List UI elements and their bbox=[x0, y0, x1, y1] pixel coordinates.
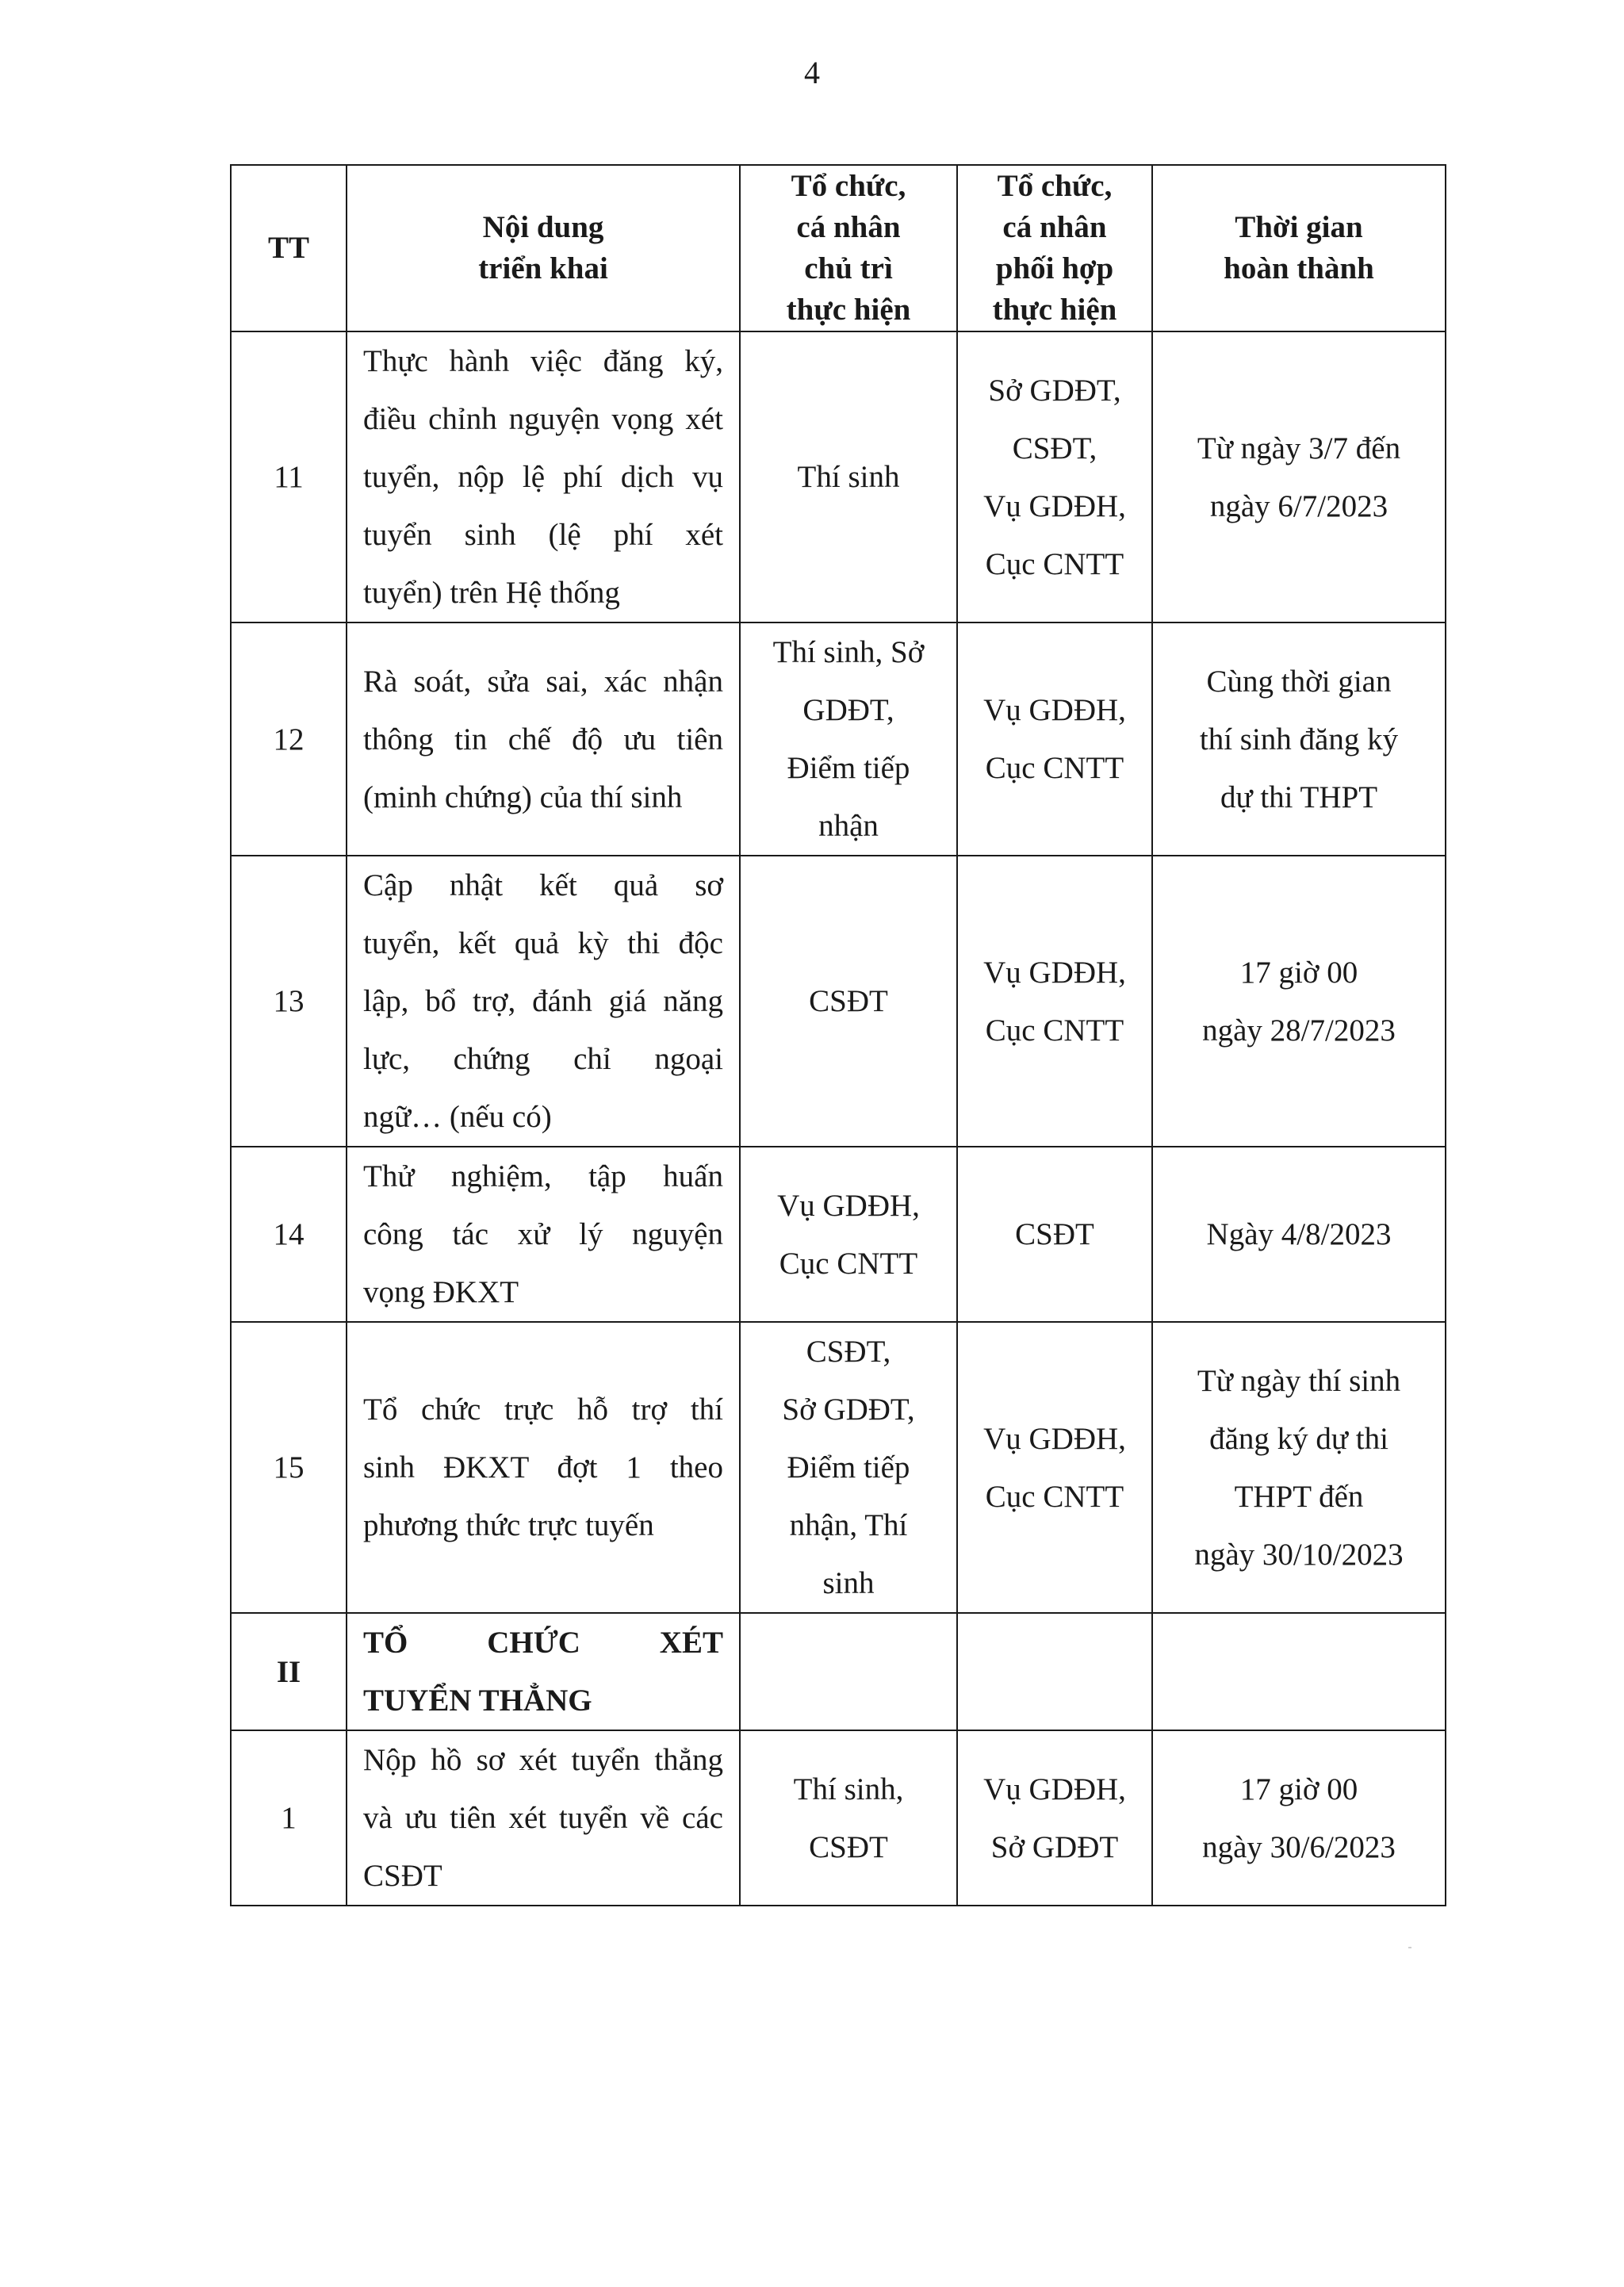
row-number: 11 bbox=[231, 331, 347, 623]
row-content: Cập nhật kết quả sơ tuyển, kết quả kỳ thi độc lập, bổ trợ, đánh giá năng lực, chứng chỉ ngoại ngữ… (nếu có) bbox=[347, 856, 740, 1147]
section-row bbox=[231, 1613, 1446, 1730]
row-deadline: Từ ngày thí sinh đăng ký dự thi THPT đến ngày 30/10/2023 bbox=[1152, 1322, 1446, 1613]
row-number: 15 bbox=[231, 1322, 347, 1613]
row-coordinate: CSĐT bbox=[957, 1147, 1152, 1322]
header-coordinate: Tổ chức, cá nhân phối hợp thực hiện bbox=[957, 165, 1152, 331]
table-row bbox=[231, 1730, 1446, 1906]
row-deadline: 17 giờ 00 ngày 30/6/2023 bbox=[1152, 1730, 1446, 1906]
row-content: Rà soát, sửa sai, xác nhận thông tin chế độ ưu tiên (minh chứng) của thí sinh bbox=[347, 623, 740, 856]
row-number: 1 bbox=[231, 1730, 347, 1906]
page-number: 4 bbox=[804, 55, 820, 90]
table-row bbox=[231, 623, 1446, 856]
row-coordinate: Sở GDĐT, CSĐT, Vụ GDĐH, Cục CNTT bbox=[957, 331, 1152, 623]
row-deadline: Cùng thời gian thí sinh đăng ký dự thi THPT bbox=[1152, 623, 1446, 856]
row-number: 12 bbox=[231, 623, 347, 856]
row-coordinate: Vụ GDĐH, Cục CNTT bbox=[957, 856, 1152, 1147]
table-row bbox=[231, 856, 1446, 1147]
table-header-row bbox=[231, 165, 1446, 331]
row-deadline: Ngày 4/8/2023 bbox=[1152, 1147, 1446, 1322]
section-title: TỔ CHỨC XÉT TUYỂN THẲNG bbox=[347, 1613, 740, 1730]
row-content: Thực hành việc đăng ký, điều chỉnh nguyện vọng xét tuyển, nộp lệ phí dịch vụ tuyển sinh (lệ phí xét tuyển) trên Hệ thống bbox=[347, 331, 740, 623]
row-content: Thử nghiệm, tập huấn công tác xử lý nguyện vọng ĐKXT bbox=[347, 1147, 740, 1322]
scan-speck bbox=[1408, 1947, 1411, 1948]
row-coordinate: Vụ GDĐH, Sở GDĐT bbox=[957, 1730, 1152, 1906]
row-lead: CSĐT bbox=[740, 856, 957, 1147]
header-lead: Tổ chức, cá nhân chủ trì thực hiện bbox=[740, 165, 957, 331]
row-deadline: 17 giờ 00 ngày 28/7/2023 bbox=[1152, 856, 1446, 1147]
row-number: 13 bbox=[231, 856, 347, 1147]
row-coordinate: Vụ GDĐH, Cục CNTT bbox=[957, 1322, 1152, 1613]
row-lead: Thí sinh bbox=[740, 331, 957, 623]
header-tt: TT bbox=[231, 165, 347, 331]
header-deadline: Thời gian hoàn thành bbox=[1152, 165, 1446, 331]
row-lead: Vụ GDĐH, Cục CNTT bbox=[740, 1147, 957, 1322]
row-lead: Thí sinh, Sở GDĐT, Điểm tiếp nhận bbox=[740, 623, 957, 856]
section-number: II bbox=[231, 1613, 347, 1730]
section-deadline-empty bbox=[1152, 1613, 1446, 1730]
row-content: Nộp hồ sơ xét tuyển thẳng và ưu tiên xét tuyển về các CSĐT bbox=[347, 1730, 740, 1906]
row-number: 14 bbox=[231, 1147, 347, 1322]
header-content: Nội dung triển khai bbox=[347, 165, 740, 331]
table-row bbox=[231, 1322, 1446, 1613]
row-lead: CSĐT, Sở GDĐT, Điểm tiếp nhận, Thí sinh bbox=[740, 1322, 957, 1613]
row-deadline: Từ ngày 3/7 đến ngày 6/7/2023 bbox=[1152, 331, 1446, 623]
table-row bbox=[231, 331, 1446, 623]
schedule-table bbox=[230, 164, 1446, 1906]
row-content: Tổ chức trực hỗ trợ thí sinh ĐKXT đợt 1 theo phương thức trực tuyến bbox=[347, 1322, 740, 1613]
section-lead-empty bbox=[740, 1613, 957, 1730]
row-coordinate: Vụ GDĐH, Cục CNTT bbox=[957, 623, 1152, 856]
row-lead: Thí sinh, CSĐT bbox=[740, 1730, 957, 1906]
table-row bbox=[231, 1147, 1446, 1322]
section-coordinate-empty bbox=[957, 1613, 1152, 1730]
